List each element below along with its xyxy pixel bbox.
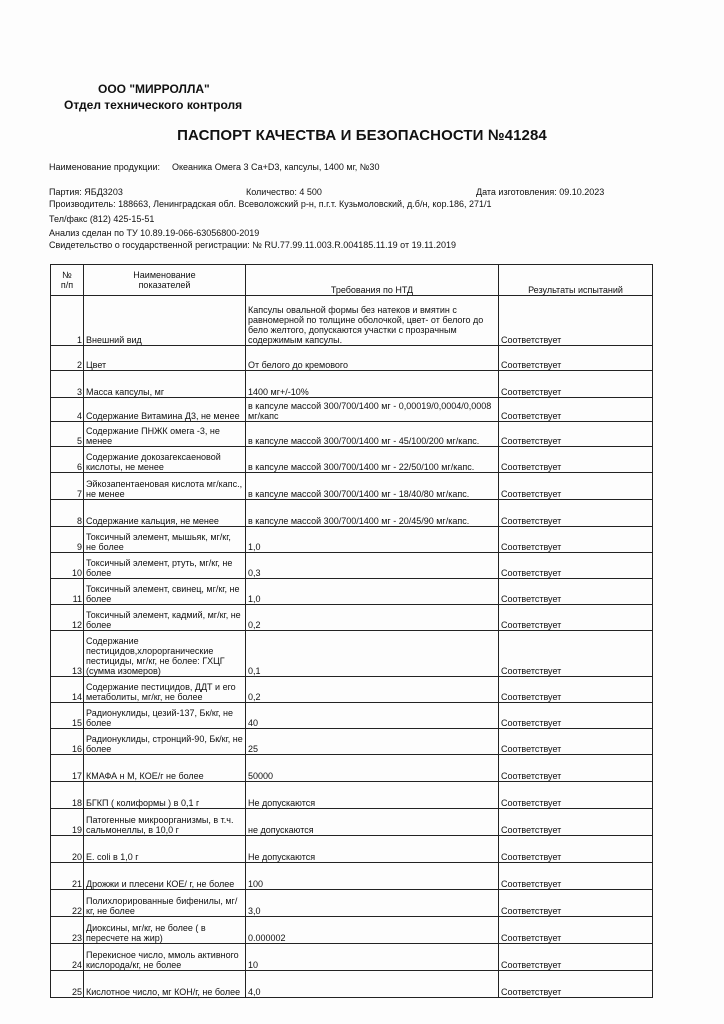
row-number: 22 bbox=[51, 890, 84, 917]
row-number: 25 bbox=[51, 971, 84, 998]
row-number: 5 bbox=[51, 422, 84, 447]
header-results: Результаты испытаний bbox=[499, 265, 653, 296]
header-number: № п/п bbox=[51, 265, 84, 296]
table-row bbox=[51, 398, 653, 422]
row-requirement: 0,2 bbox=[246, 677, 499, 703]
row-indicator: Полихлорированные бифенилы, мг/кг, не более bbox=[84, 890, 246, 917]
row-indicator: Эйкозапентаеновая кислота мг/капс., не менее bbox=[84, 473, 246, 500]
row-requirement: 25 bbox=[246, 729, 499, 755]
row-result: Соответствует bbox=[499, 809, 653, 836]
row-result: Соответствует bbox=[499, 631, 653, 677]
row-requirement: в капсуле массой 300/700/1400 мг - 18/40/80 мг/капс. bbox=[246, 473, 499, 500]
table-row bbox=[51, 371, 653, 398]
row-number: 3 bbox=[51, 371, 84, 398]
row-indicator: Диоксины, мг/кг, не более ( в пересчете на жир) bbox=[84, 917, 246, 944]
manufacture-date: Дата изготовления: 09.10.2023 bbox=[476, 187, 605, 197]
table-row bbox=[51, 782, 653, 809]
row-indicator: Кислотное число, мг КОН/г, не более bbox=[84, 971, 246, 998]
quantity: Количество: 4 500 bbox=[246, 187, 322, 197]
row-number: 24 bbox=[51, 944, 84, 971]
row-result: Соответствует bbox=[499, 890, 653, 917]
header-indicator: Наименование показателей bbox=[84, 265, 246, 296]
row-result: Соответствует bbox=[499, 917, 653, 944]
phone-fax: Тел/факс (812) 425-15-51 bbox=[49, 214, 155, 224]
table-row bbox=[51, 836, 653, 863]
row-number: 10 bbox=[51, 553, 84, 579]
row-requirement: Капсулы овальной формы без натеков и вмятин с равномерной по толщине оболочкой, цвет- от белого до бело желтого, допускаются участки с прозрачным содержимым капсулы. bbox=[246, 296, 499, 346]
department-name: Отдел технического контроля bbox=[64, 98, 243, 112]
row-requirement: 100 bbox=[246, 863, 499, 890]
row-requirement: Не допускаются bbox=[246, 836, 499, 863]
row-number: 16 bbox=[51, 729, 84, 755]
row-indicator: Внешний вид bbox=[84, 296, 246, 346]
row-result: Соответствует bbox=[499, 473, 653, 500]
row-indicator: Содержание пестицидов, ДДТ и его метаболиты, мг/кг, не более bbox=[84, 677, 246, 703]
row-indicator: КМАФА н М, КОЕ/г не более bbox=[84, 755, 246, 782]
row-indicator: Дрожжи и плесени КОЕ/ г, не более bbox=[84, 863, 246, 890]
row-indicator: Радионуклиды, стронций-90, Бк/кг, не более bbox=[84, 729, 246, 755]
table-row bbox=[51, 422, 653, 447]
row-requirement: в капсуле массой 300/700/1400 мг - 45/100/200 мг/капс. bbox=[246, 422, 499, 447]
row-number: 9 bbox=[51, 527, 84, 553]
manufacturer-address: Производитель: 188663, Ленинградская обл. Всеволожский р-н, п.г.т. Кузьмоловский, д.б/н, кор.186, 271/1 bbox=[49, 199, 492, 209]
row-result: Соответствует bbox=[499, 863, 653, 890]
row-indicator: Патогенные микроорганизмы, в т.ч. сальмонеллы, в 10,0 г bbox=[84, 809, 246, 836]
row-requirement: 0,1 bbox=[246, 631, 499, 677]
table-row bbox=[51, 703, 653, 729]
table-header-row bbox=[51, 265, 653, 296]
company-name: ООО "МИРРОЛЛА" bbox=[98, 82, 210, 96]
row-result: Соответствует bbox=[499, 703, 653, 729]
table-row bbox=[51, 473, 653, 500]
row-result: Соответствует bbox=[499, 500, 653, 527]
row-number: 12 bbox=[51, 605, 84, 631]
analysis-spec: Анализ сделан по ТУ 10.89.19-066-63056800-2019 bbox=[49, 228, 260, 238]
row-indicator: БГКП ( колиформы ) в 0,1 г bbox=[84, 782, 246, 809]
table-row bbox=[51, 729, 653, 755]
table-row bbox=[51, 346, 653, 371]
row-indicator: Токсичный элемент, ртуть, мг/кг, не более bbox=[84, 553, 246, 579]
row-requirement: в капсуле массой 300/700/1400 мг - 0,00019/0,0004/0,0008 мг/капс bbox=[246, 398, 499, 422]
row-number: 6 bbox=[51, 447, 84, 473]
table-row bbox=[51, 605, 653, 631]
row-requirement: От белого до кремового bbox=[246, 346, 499, 371]
row-requirement: 4,0 bbox=[246, 971, 499, 998]
row-result: Соответствует bbox=[499, 527, 653, 553]
row-result: Соответствует bbox=[499, 422, 653, 447]
row-result: Соответствует bbox=[499, 371, 653, 398]
row-number: 13 bbox=[51, 631, 84, 677]
row-result: Соответствует bbox=[499, 346, 653, 371]
row-result: Соответствует bbox=[499, 729, 653, 755]
row-number: 2 bbox=[51, 346, 84, 371]
table-row bbox=[51, 553, 653, 579]
row-number: 18 bbox=[51, 782, 84, 809]
row-indicator: Цвет bbox=[84, 346, 246, 371]
row-number: 8 bbox=[51, 500, 84, 527]
row-number: 17 bbox=[51, 755, 84, 782]
row-result: Соответствует bbox=[499, 398, 653, 422]
quality-table bbox=[50, 264, 653, 998]
table-row bbox=[51, 971, 653, 998]
row-indicator: Содержание пестицидов,хлорорганические пестициды, мг/кг, не более: ГХЦГ (сумма изомеров) bbox=[84, 631, 246, 677]
table-row bbox=[51, 755, 653, 782]
header-requirements: Требования по НТД bbox=[246, 265, 499, 296]
table-row bbox=[51, 917, 653, 944]
row-requirement: не допускаются bbox=[246, 809, 499, 836]
row-number: 15 bbox=[51, 703, 84, 729]
row-indicator: Содержание Витамина Д3, не менее bbox=[84, 398, 246, 422]
table-row bbox=[51, 944, 653, 971]
document-title: ПАСПОРТ КАЧЕСТВА И БЕЗОПАСНОСТИ №41284 bbox=[177, 127, 547, 144]
table-row bbox=[51, 527, 653, 553]
row-indicator: Токсичный элемент, кадмий, мг/кг, не более bbox=[84, 605, 246, 631]
row-result: Соответствует bbox=[499, 579, 653, 605]
row-indicator: Токсичный элемент, мышьяк, мг/кг, не более bbox=[84, 527, 246, 553]
table-row bbox=[51, 677, 653, 703]
row-requirement: в капсуле массой 300/700/1400 мг - 20/45/90 мг/капс. bbox=[246, 500, 499, 527]
row-result: Соответствует bbox=[499, 836, 653, 863]
registration-certificate: Свидетельство о государственной регистрации: № RU.77.99.11.003.R.004185.11.19 от 19.11.2019 bbox=[49, 240, 456, 250]
row-number: 20 bbox=[51, 836, 84, 863]
table-row bbox=[51, 890, 653, 917]
table-row bbox=[51, 296, 653, 346]
table-row bbox=[51, 500, 653, 527]
row-indicator: Содержание кальция, не менее bbox=[84, 500, 246, 527]
row-result: Соответствует bbox=[499, 944, 653, 971]
row-indicator: Токсичный элемент, свинец, мг/кг, не более bbox=[84, 579, 246, 605]
row-requirement: 0,2 bbox=[246, 605, 499, 631]
row-number: 1 bbox=[51, 296, 84, 346]
row-indicator: E. coli в 1,0 г bbox=[84, 836, 246, 863]
batch-number: Партия: ЯБД3203 bbox=[49, 187, 123, 197]
row-requirement: 1,0 bbox=[246, 527, 499, 553]
row-number: 21 bbox=[51, 863, 84, 890]
table-row bbox=[51, 579, 653, 605]
row-number: 23 bbox=[51, 917, 84, 944]
row-requirement: в капсуле массой 300/700/1400 мг - 22/50/100 мг/капс. bbox=[246, 447, 499, 473]
row-indicator: Содержание ПНЖК омега -3, не менее bbox=[84, 422, 246, 447]
product-label: Наименование продукции: bbox=[49, 162, 160, 172]
row-indicator: Масса капсулы, мг bbox=[84, 371, 246, 398]
row-result: Соответствует bbox=[499, 553, 653, 579]
row-number: 7 bbox=[51, 473, 84, 500]
table-row bbox=[51, 447, 653, 473]
row-requirement: 0.000002 bbox=[246, 917, 499, 944]
row-requirement: 50000 bbox=[246, 755, 499, 782]
row-result: Соответствует bbox=[499, 755, 653, 782]
row-indicator: Радионуклиды, цезий-137, Бк/кг, не более bbox=[84, 703, 246, 729]
row-requirement: 1400 мг+/-10% bbox=[246, 371, 499, 398]
row-number: 4 bbox=[51, 398, 84, 422]
row-result: Соответствует bbox=[499, 971, 653, 998]
row-indicator: Содержание докозагексаеновой кислоты, не менее bbox=[84, 447, 246, 473]
row-requirement: 10 bbox=[246, 944, 499, 971]
row-number: 11 bbox=[51, 579, 84, 605]
row-result: Соответствует bbox=[499, 605, 653, 631]
table-row bbox=[51, 863, 653, 890]
row-result: Соответствует bbox=[499, 782, 653, 809]
row-requirement: 1,0 bbox=[246, 579, 499, 605]
row-number: 14 bbox=[51, 677, 84, 703]
product-value: Океаника Омега 3 Са+D3, капсулы, 1400 мг, №30 bbox=[172, 162, 380, 172]
row-result: Соответствует bbox=[499, 296, 653, 346]
row-requirement: Не допускаются bbox=[246, 782, 499, 809]
row-result: Соответствует bbox=[499, 447, 653, 473]
row-requirement: 0,3 bbox=[246, 553, 499, 579]
row-number: 19 bbox=[51, 809, 84, 836]
row-requirement: 40 bbox=[246, 703, 499, 729]
row-result: Соответствует bbox=[499, 677, 653, 703]
table-row bbox=[51, 631, 653, 677]
table-row bbox=[51, 809, 653, 836]
row-indicator: Перекисное число, ммоль активного кислорода/кг, не более bbox=[84, 944, 246, 971]
row-requirement: 3,0 bbox=[246, 890, 499, 917]
